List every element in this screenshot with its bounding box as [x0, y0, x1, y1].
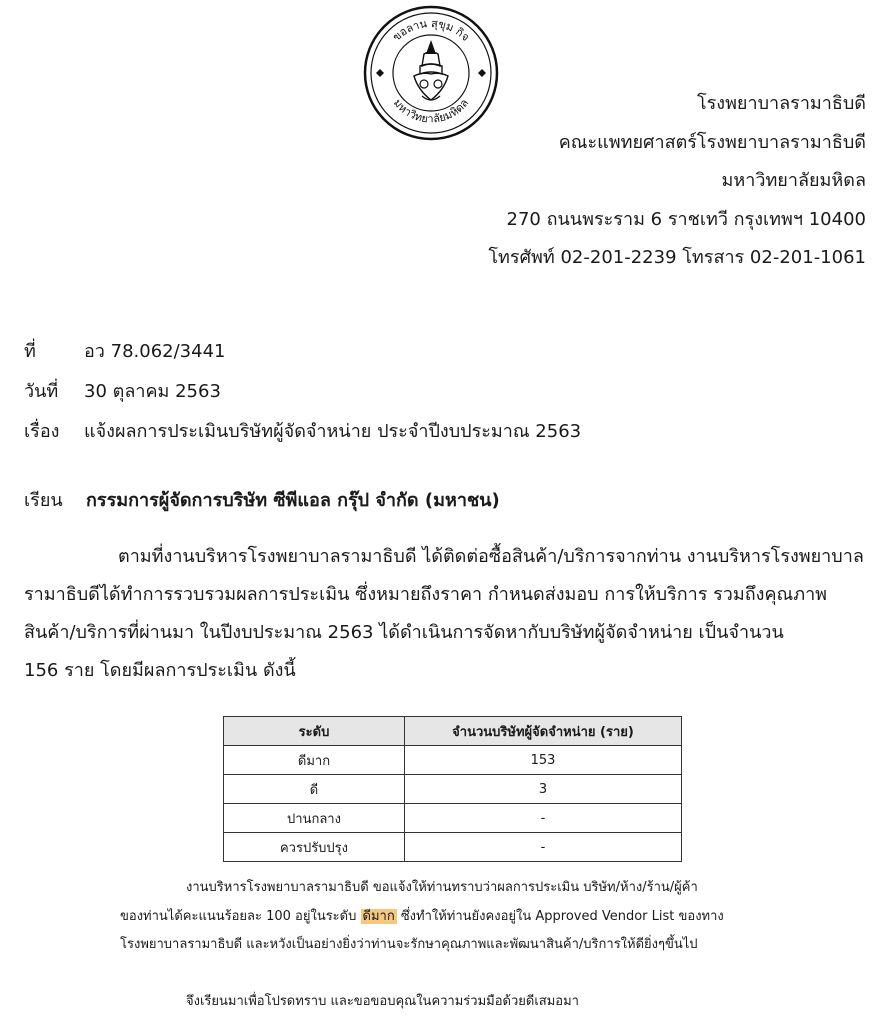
recipient-name: กรรมการผู้จัดการบริษัท ซีพีแอล กรุ๊ป จำกัด (มหาชน)	[86, 490, 500, 511]
notice-line-2-start: ของท่านได้คะแนนร้อยละ 100 อยู่ในระดับ	[120, 909, 357, 924]
faculty-name: คณะแพทยศาสตร์โรงพยาบาลรามาธิบดี	[558, 131, 866, 153]
notice-line-3: โรงพยาบาลรามาธิบดี และหวังเป็นอย่างยิ่งว่าท่านจะรักษาคุณภาพและพัฒนาสินค้า/บริการให้ดียิ่งๆขึ้นไป	[120, 937, 698, 952]
reference-number: อว 78.062/3441	[84, 341, 226, 362]
count-cell: 3	[405, 775, 682, 804]
university-seal-logo	[362, 4, 500, 142]
paragraph-line: ตามที่งานบริหารโรงพยาบาลรามาธิบดี ได้ติดต่อซื้อสินค้า/บริการจากท่าน งานบริหารโรงพยาบาล	[118, 546, 864, 567]
reference-number-label: ที่	[24, 341, 36, 362]
header-vendor-count: จำนวนบริษัทผู้จัดจำหน่าย (ราย)	[405, 717, 682, 746]
recipient-label: เรียน	[24, 490, 63, 511]
body-paragraph	[24, 538, 868, 690]
subject-row	[24, 416, 581, 445]
subject-label: เรื่อง	[24, 421, 60, 442]
letterhead	[488, 94, 866, 287]
svg-text:มหาวิทยาลัยมหิดล: มหาวิทยาลัยมหิดล	[390, 96, 472, 126]
hospital-name: โรงพยาบาลรามาธิบดี	[696, 93, 866, 114]
notice-line-2-end: ซึ่งทำให้ท่านยังคงอยู่ใน Approved Vendor List ของทาง	[400, 909, 724, 924]
recipient-row	[24, 485, 500, 514]
notice-line-2	[120, 905, 724, 926]
paragraph-line: รามาธิบดีได้ทำการรวบรวมผลการประเมิน ซึ่งหมายถึงราคา กำหนดส่งมอบ การให้บริการ รวมถึงคุณภาพ	[24, 584, 828, 605]
phone-fax: โทรศัพท์ 02-201-2239 โทรสาร 02-201-1061	[488, 247, 866, 268]
date-value: 30 ตุลาคม 2563	[84, 381, 221, 402]
count-cell: -	[405, 804, 682, 833]
table-row	[224, 746, 682, 775]
evaluation-table	[223, 716, 682, 862]
university-name: มหาวิทยาลัยมหิดล	[721, 170, 866, 191]
address: 270 ถนนพระราม 6 ราชเทวี กรุงเทพฯ 10400	[506, 208, 866, 230]
level-cell: ดี	[224, 775, 405, 804]
table-row	[224, 804, 682, 833]
subject-value: แจ้งผลการประเมินบริษัทผู้จัดจำหน่าย ประจำปีงบประมาณ 2563	[84, 421, 582, 442]
date-row	[24, 376, 221, 405]
paragraph-line: สินค้า/บริการที่ผ่านมา ในปีงบประมาณ 2563 ได้ดำเนินการจัดหากับบริษัทผู้จัดจำหน่าย เป็นจำนวน	[24, 622, 784, 643]
table-header-row	[224, 717, 682, 746]
reference-number-row	[24, 336, 226, 365]
level-cell: ดีมาก	[224, 746, 405, 775]
highlighted-rating: ดีมาก	[362, 909, 395, 924]
paragraph-line: 156 ราย โดยมีผลการประเมิน ดังนี้	[24, 660, 296, 681]
header-level: ระดับ	[224, 717, 405, 746]
notice-line-1: งานบริหารโรงพยาบาลรามาธิบดี ขอแจ้งให้ท่านทราบว่าผลการประเมิน บริษัท/ห้าง/ร้าน/ผู้ค้า	[186, 880, 698, 895]
count-cell: -	[405, 833, 682, 862]
level-cell: ควรปรับปรุง	[224, 833, 405, 862]
table-row	[224, 775, 682, 804]
level-cell: ปานกลาง	[224, 804, 405, 833]
count-cell: 153	[405, 746, 682, 775]
closing-line: จึงเรียนมาเพื่อโปรดทราบ และขอขอบคุณในความร่วมมือด้วยดีเสมอมา	[186, 994, 579, 1009]
svg-text:ขอลาน สุขุม กิจ: ขอลาน สุขุม กิจ	[390, 16, 472, 44]
table-row	[224, 833, 682, 862]
date-label: วันที่	[24, 381, 59, 402]
